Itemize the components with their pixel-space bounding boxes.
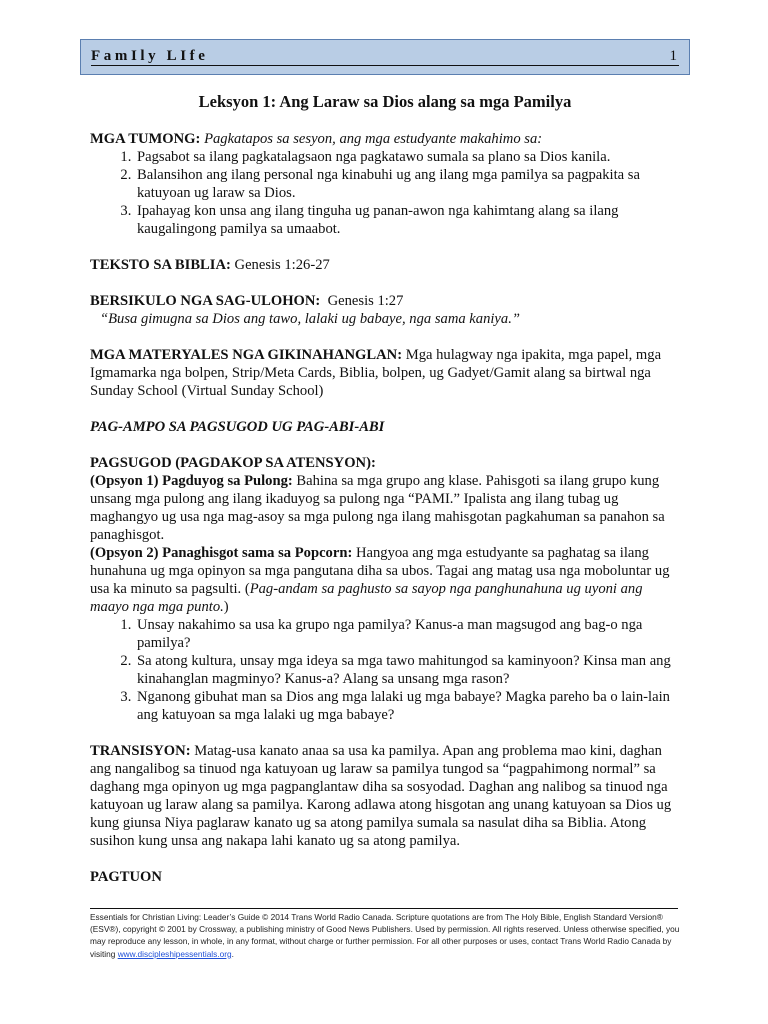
materials-label: MGA MATERYALES NGA GIKINAHANGLAN:	[90, 347, 403, 363]
footer-end: .	[231, 948, 234, 959]
key-verse-reference: Genesis 1:27	[327, 293, 404, 309]
footer-copyright	[90, 911, 680, 960]
objective-item: 2. Balansihon ang ilang personal nga kinabuhi ug ang ilang mga pamilya sa pagpakita sa katuyoan ug laraw sa Dios.	[135, 166, 680, 202]
prayer-heading: PAG-AMPO SA PAGSUGOD UG PAG-ABI-ABI	[90, 419, 385, 435]
footer-text: Essentials for Christian Living: Leader’s Guide © 2014 Trans World Radio Canada. Scripture quotations are from The Holy Bible, English Standard Version® (ESV®), copyright © 2001 by Crossway, a publishing ministry of Good News Publishers. Used by permission. All rights reserved. Unless otherwise specified, you may reproduce any lesson, in whole, in any format, without charge or further permission. For all other purposes or uses, contact Trans World Radio Canada by visiting	[90, 912, 680, 959]
option-2-close: )	[223, 599, 229, 615]
materials-text: Mga hulagway nga ipakita, mga papel, mga Igmamarka nga bolpen, Strip/Meta Cards, Biblia, bolpen, ug Gadyet/Gamit alang sa birtwal nga Sunday School (Virtual Sunday School)	[90, 347, 662, 399]
transition-text: Matag-usa kanato anaa sa usa ka pamilya. Apan ang problema mao kini, daghan ang nangalibog sa tinuod nga katuyoan ug laraw sa pamilya tungod sa “pagpahimong normal” sa daghang mga opinyon ug mga pagpanglantaw diha sa sosyodad. Daghan ang nalibog sa tinuod nga katuyoan ug laraw alang sa pamilya. Karong adlawa atong hisgotan ang unang katuyoan sa Dios ug kung giunsa Niya paglaraw kanato ug sa atong pamilya sumala sa nasulat diha sa Biblia. Atong susihon kung unsa ang nakapa lahi kanato ug sa atong pamilya.	[90, 743, 672, 849]
transition	[90, 742, 680, 850]
bible-text-value: Genesis 1:26-27	[234, 257, 330, 273]
question-item: 3. Nganong gibuhat man sa Dios ang mga lalaki ug mga babaye? Magka pareho ba o lain-lain ang katuyoan sa mga lalaki ug mga babaye?	[135, 688, 680, 724]
materials	[90, 346, 680, 400]
bible-text	[90, 256, 680, 274]
opening-heading: PAGSUGOD (PAGDAKOP SA ATENSYON):	[90, 455, 376, 471]
key-verse-label: BERSIKULO NGA SAG-ULOHON:	[90, 293, 321, 309]
page-header	[80, 39, 690, 75]
header-title: FamIly LIfe	[91, 48, 209, 64]
option-1	[90, 472, 680, 544]
objectives-intro-text: Pagkatapos sa sesyon, ang mga estudyante makahimo sa:	[204, 131, 543, 147]
option-2-text: Hangyoa ang mga estudyante sa paghatag sa ilang hunahuna ug mga opinyon sa mga pangutana diha sa ubos. Tagai ang matag usa nga moboluntar ug usa ka minuto sa pagsulti. (	[90, 545, 670, 597]
option-1-text: Bahina sa mga grupo ang klase. Pahisgoti sa ilang grupo kung unsang mga pulong ang ilang ikaduyog sa pulong nga “PAMI.” Ipalista ang ilang tubag ug maghangyo ug usa nga mag-asoy sa mga pulong nga ilang mahisgotan pagkahuman sa panahon sa panaghisgot.	[90, 473, 665, 543]
key-verse	[90, 292, 680, 310]
bible-text-label: TEKSTO SA BIBLIA:	[90, 257, 231, 273]
key-verse-quote: “Busa gimugna sa Dios ang tawo, lalaki ug babaye, nga sama kaniya.”	[100, 311, 520, 327]
question-item: 2. Sa atong kultura, unsay mga ideya sa mga tawo mahitungod sa kaminyoon? Kinsa man ang kinahanglan magminyo? Kanus-a? Alang sa unsang mga rason?	[135, 652, 680, 688]
page-number: 1	[669, 48, 677, 64]
option-2-label: (Opsyon 2) Panaghisgot sama sa Popcorn:	[90, 545, 353, 561]
lesson-title: Leksyon 1: Ang Laraw sa Dios alang sa mga Pamilya	[198, 92, 572, 111]
objective-item: 1. Pagsabot sa ilang pagkatalagsaon nga pagkatawo sumala sa plano sa Dios kanila.	[135, 148, 680, 166]
footer-link[interactable]: www.discipleshipessentials.org	[117, 948, 232, 959]
footer-rule	[90, 908, 678, 909]
objectives-intro	[90, 130, 680, 148]
transition-label: TRANSISYON:	[90, 743, 191, 759]
objective-item: 3. Ipahayag kon unsa ang ilang tinguha ug panan-awon nga kahimtang alang sa ilang kaugalingong pamilya sa umaabot.	[135, 202, 680, 238]
objectives-label: MGA TUMONG:	[90, 131, 201, 147]
question-item: 1. Unsay nakahimo sa usa ka grupo nga pamilya? Kanus-a man magsugod ang bag-o nga pamilya?	[135, 616, 680, 652]
option-2-note: Pag-andam sa paghusto sa sayop nga panghunahuna ug uyoni ang maayo nga mga punto.	[90, 581, 643, 615]
objectives-list	[90, 148, 680, 238]
option-2	[90, 544, 680, 616]
option-1-label: (Opsyon 1) Pagduyog sa Pulong:	[90, 473, 293, 489]
document-body	[90, 92, 680, 886]
study-heading: PAGTUON	[90, 869, 162, 885]
header-rule	[91, 65, 679, 66]
questions-list	[90, 616, 680, 724]
